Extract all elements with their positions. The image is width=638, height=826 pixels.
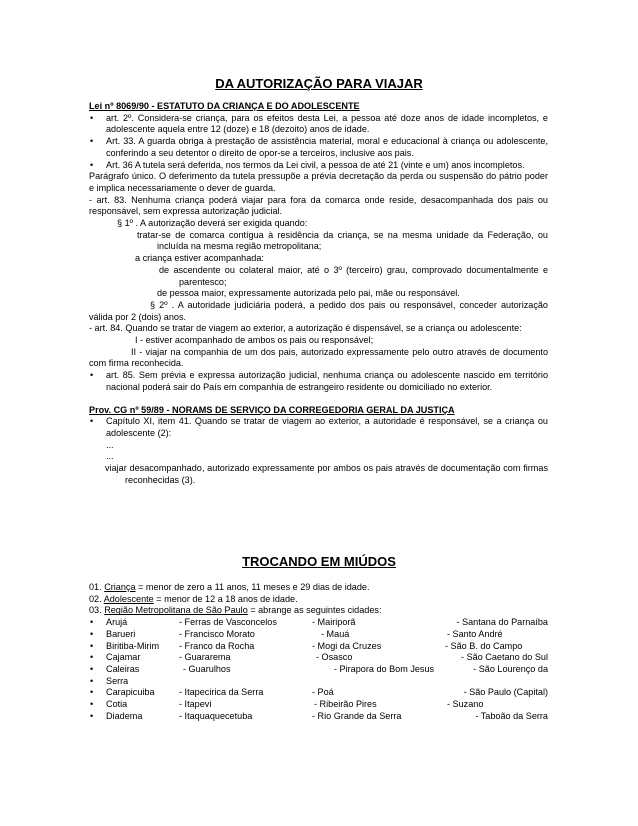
city-cell: - Itaquaquecetuba [179, 710, 253, 721]
city-cell: - Santo André [447, 628, 503, 639]
city-cell: - Mairiporã [312, 617, 356, 628]
city-cell: • Carapicuiba [106, 687, 155, 698]
page-title: DA AUTORIZAÇÃO PARA VIAJAR [215, 76, 423, 91]
city-cell: - Guararema [179, 652, 231, 663]
city-cell: - Poá [312, 687, 334, 698]
city-cell: - Mogi da Cruzes [312, 640, 382, 651]
term-regiao-metropolitana: Região Metropolitana de São Paulo [104, 605, 248, 616]
city-cell: • Diadema [106, 710, 143, 721]
art83-p1a: tratar-se de comarca contígua à residência da criança, se na mesma unidade da Federação, ou incluída na mesma região metropolitana; [137, 229, 548, 252]
ellipsis-1: ... [106, 439, 114, 450]
art83-p1: § 1º . A autorização deverá ser exigida quando: [117, 218, 308, 229]
city-cell: - Franco da Rocha [179, 640, 255, 651]
city-cell: - São B. do Campo [445, 640, 523, 651]
city-row [89, 629, 548, 641]
art84-i: I - estiver acompanhado de ambos os pais ou responsável; [135, 335, 374, 346]
statute-heading: Lei nº 8069/90 - ESTATUTO DA CRIANÇA E DO ADOLESCENTE [89, 101, 360, 111]
city-row-continuation [89, 676, 548, 688]
city-row [89, 711, 548, 723]
art83-p1b2: de pessoa maior, expressamente autorizada pelo pai, mãe ou responsável. [157, 288, 460, 299]
city-cell: - Ribeirão Pires [314, 699, 377, 710]
art36-item: • Art. 36 A tutela será deferida, nos termos da Lei civil, a pessoa de até 21 (vinte e um) anos incompletos. [89, 160, 548, 172]
art83-p1b: a criança estiver acompanhada: [135, 253, 264, 264]
city-cell: • Serra [106, 675, 129, 686]
city-cell: • Biritiba-Mirim [106, 640, 160, 651]
art85-item: • art. 85. Sem prévia e expressa autorização judicial, nenhuma criança ou adolescente nascido em território nacional poderá sair do País em companhia de estrangeiro residente ou domiciliado no exterior. [89, 370, 548, 393]
section-title-trocando: TROCANDO EM MIÚDOS [242, 554, 396, 569]
art83-p2: § 2º . A autoridade judiciária poderá, a pedido dos pais ou responsável, conceder autorização válida por 2 (dois) anos. [89, 299, 548, 322]
item-text: = menor de 12 a 18 anos de idade. [153, 593, 298, 604]
paragrafo-unico: Parágrafo único. O deferimento da tutela pressupõe a prévia decretação da perda ou suspensão do pátrio poder e implica necessariamente o dever de guarda. [89, 171, 548, 193]
city-cell: - Ferras de Vasconcelos [179, 617, 277, 628]
summary-item-3 [89, 605, 548, 617]
city-cell: - São Lourenço da [473, 663, 548, 674]
city-cell: • Caleiras [106, 663, 140, 674]
art84-ii: II - viajar na companhia de um dos pais, autorizado expressamente pelo outro através de documento com firma reconhecida. [89, 346, 548, 369]
city-row [89, 617, 548, 629]
city-row [89, 699, 548, 711]
cities-list [89, 617, 548, 722]
city-cell: - Osasco [316, 652, 353, 663]
term-adolescente: Adolescente [103, 593, 154, 604]
term-crianca: Criança [104, 582, 136, 592]
viajar-text: viajar desacompanhado, autorizado expressamente por ambos os pais através de documentação com firmas reconhecidas (3). [105, 463, 548, 485]
item-text: = abrange as seguintes cidades: [247, 605, 382, 616]
item-number: 02. [89, 593, 102, 604]
city-cell: - Itapecirica da Serra [179, 687, 264, 698]
city-row [89, 687, 548, 699]
item-number: 01. [89, 582, 102, 592]
city-cell: - Pirapora do Bom Jesus [334, 663, 435, 674]
item-number: 03. [89, 605, 102, 616]
summary-section [89, 582, 548, 722]
art83-text: - art. 83. Nenhuma criança poderá viajar para fora da comarca onde reside, desacompanhada dos pais ou responsável, sem expressa autorização judicial. [89, 194, 548, 217]
statute-section [89, 101, 548, 487]
cap11-item: • Capítulo XI, item 41. Quando se tratar de viagem ao exterior, a autoridade é responsável, se a criança ou adolescente (2): [89, 416, 548, 439]
prov-heading: Prov. CG nº 59/89 - NORAMS DE SERVIÇO DA CORREGEDORIA GERAL DA JUSTIÇA [89, 404, 455, 415]
art84-text: - art. 84. Quando se tratar de viagem ao exterior, a autorização é dispensável, se a criança ou adolescente: [89, 323, 522, 334]
city-cell: • Cajamar [106, 652, 141, 663]
city-row [89, 664, 548, 676]
city-cell: - Santana do Parnaíba [456, 617, 548, 628]
summary-item-1 [89, 582, 548, 594]
ellipsis-2: ... [106, 451, 114, 462]
summary-item-2 [89, 594, 548, 606]
city-cell: - Mauá [321, 628, 350, 639]
art33-item: • Art. 33. A guarda obriga à prestação de assistência material, moral e educacional à criança ou adolescente, conferindo a seu detentor o direito de opor-se a terceiros, inclusive aos pais. [89, 136, 548, 159]
city-cell: • Cotia [106, 699, 128, 710]
city-cell: - Rio Grande da Serra [312, 710, 402, 721]
city-cell: • Barueri [106, 628, 136, 639]
city-cell: - São Paulo (Capital) [463, 687, 548, 698]
city-row [89, 641, 548, 653]
city-cell: - Francisco Morato [179, 628, 255, 639]
art2-item: • art. 2º. Considera-se criança, para os efeitos desta Lei, a pessoa até doze anos de idade incompletos, e adolescente aquela entre 12 (doze) e 18 (dezoito) anos de idade. [89, 113, 548, 136]
city-cell: - Itapevi [179, 699, 212, 710]
city-cell: - São Caetano do Sul [461, 652, 548, 663]
city-cell: - Suzano [447, 699, 484, 710]
city-cell: • Arujá [106, 617, 128, 628]
art83-p1b1: de ascendente ou colateral maior, até o 3º (terceiro) grau, comprovado documentalmente e parentesco; [159, 264, 548, 287]
city-cell: - Guarulhos [183, 663, 231, 674]
city-cell: - Taboão da Serra [475, 710, 548, 721]
city-row [89, 652, 548, 664]
item-text: = menor de zero a 11 anos, 11 meses e 29 dias de idade. [135, 582, 370, 592]
